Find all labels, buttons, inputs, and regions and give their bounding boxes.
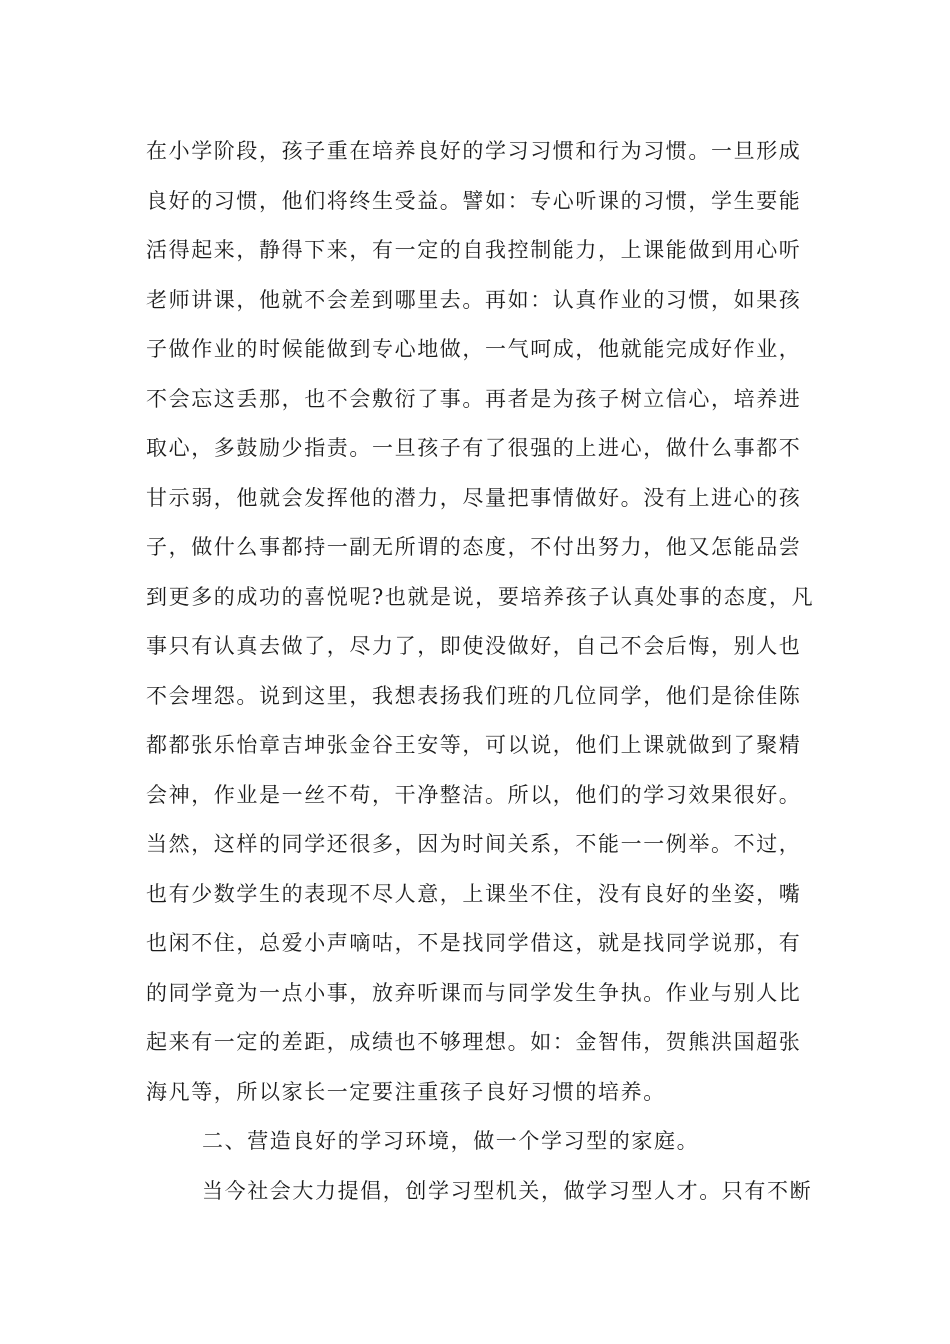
paragraph-line: 老师讲课，他就不会差到哪里去。再如：认真作业的习惯，如果孩 [146,287,802,312]
paragraph-line: 不会忘这丢那，也不会敷衍了事。再者是为孩子树立信心，培养进 [146,386,802,411]
paragraph-line: 到更多的成功的喜悦呢?也就是说，要培养孩子认真处事的态度，凡 [146,584,815,609]
paragraph-line: 海凡等，所以家长一定要注重孩子良好习惯的培养。 [146,1079,666,1104]
paragraph-line: 取心，多鼓励少指责。一旦孩子有了很强的上进心，做什么事都不 [146,436,802,460]
paragraph-line: 活得起来，静得下来，有一定的自我控制能力，上课能做到用心听 [146,238,802,262]
paragraph-line: 都都张乐怡章吉坤张金谷王安等，可以说，他们上课就做到了聚精 [146,733,802,757]
paragraph-line: 在小学阶段，孩子重在培养良好的学习习惯和行为习惯。一旦形成 [146,139,802,163]
paragraph-line: 子做作业的时候能做到专心地做，一气呵成，他就能完成好作业， [146,337,802,361]
paragraph-line: 子，做什么事都持一副无所谓的态度，不付出努力，他又怎能品尝 [146,535,802,559]
document-body [146,127,815,1216]
paragraph-line: 事只有认真去做了，尽力了，即使没做好，自己不会后悔，别人也 [146,634,802,658]
section-heading: 二、营造良好的学习环境，做一个学习型的家庭。 [202,1129,700,1153]
paragraph-line: 也闲不住，总爱小声嘀咕，不是找同学借这，就是找同学说那，有 [146,931,802,955]
paragraph-line: 甘示弱，他就会发挥他的潜力，尽量把事情做好。没有上进心的孩 [146,485,802,510]
paragraph-line: 的同学竟为一点小事，放弃听课而与同学发生争执。作业与别人比 [146,980,802,1005]
paragraph-line: 当然，这样的同学还很多，因为时间关系，不能一一例举。不过， [146,832,802,856]
paragraph-line: 会神，作业是一丝不苟，干净整洁。所以，他们的学习效果很好。 [146,782,802,807]
paragraph-line: 也有少数学生的表现不尽人意，上课坐不住，没有良好的坐姿，嘴 [146,881,802,906]
paragraph-line: 当今社会大力提倡，创学习型机关，做学习型人才。只有不断 [202,1178,813,1203]
paragraph-line: 良好的习惯，他们将终生受益。譬如：专心听课的习惯，学生要能 [146,188,802,213]
paragraph-line: 起来有一定的差距，成绩也不够理想。如：金智伟，贺熊洪国超张 [146,1030,802,1054]
paragraph-line: 不会埋怨。说到这里，我想表扬我们班的几位同学，他们是徐佳陈 [146,683,802,708]
